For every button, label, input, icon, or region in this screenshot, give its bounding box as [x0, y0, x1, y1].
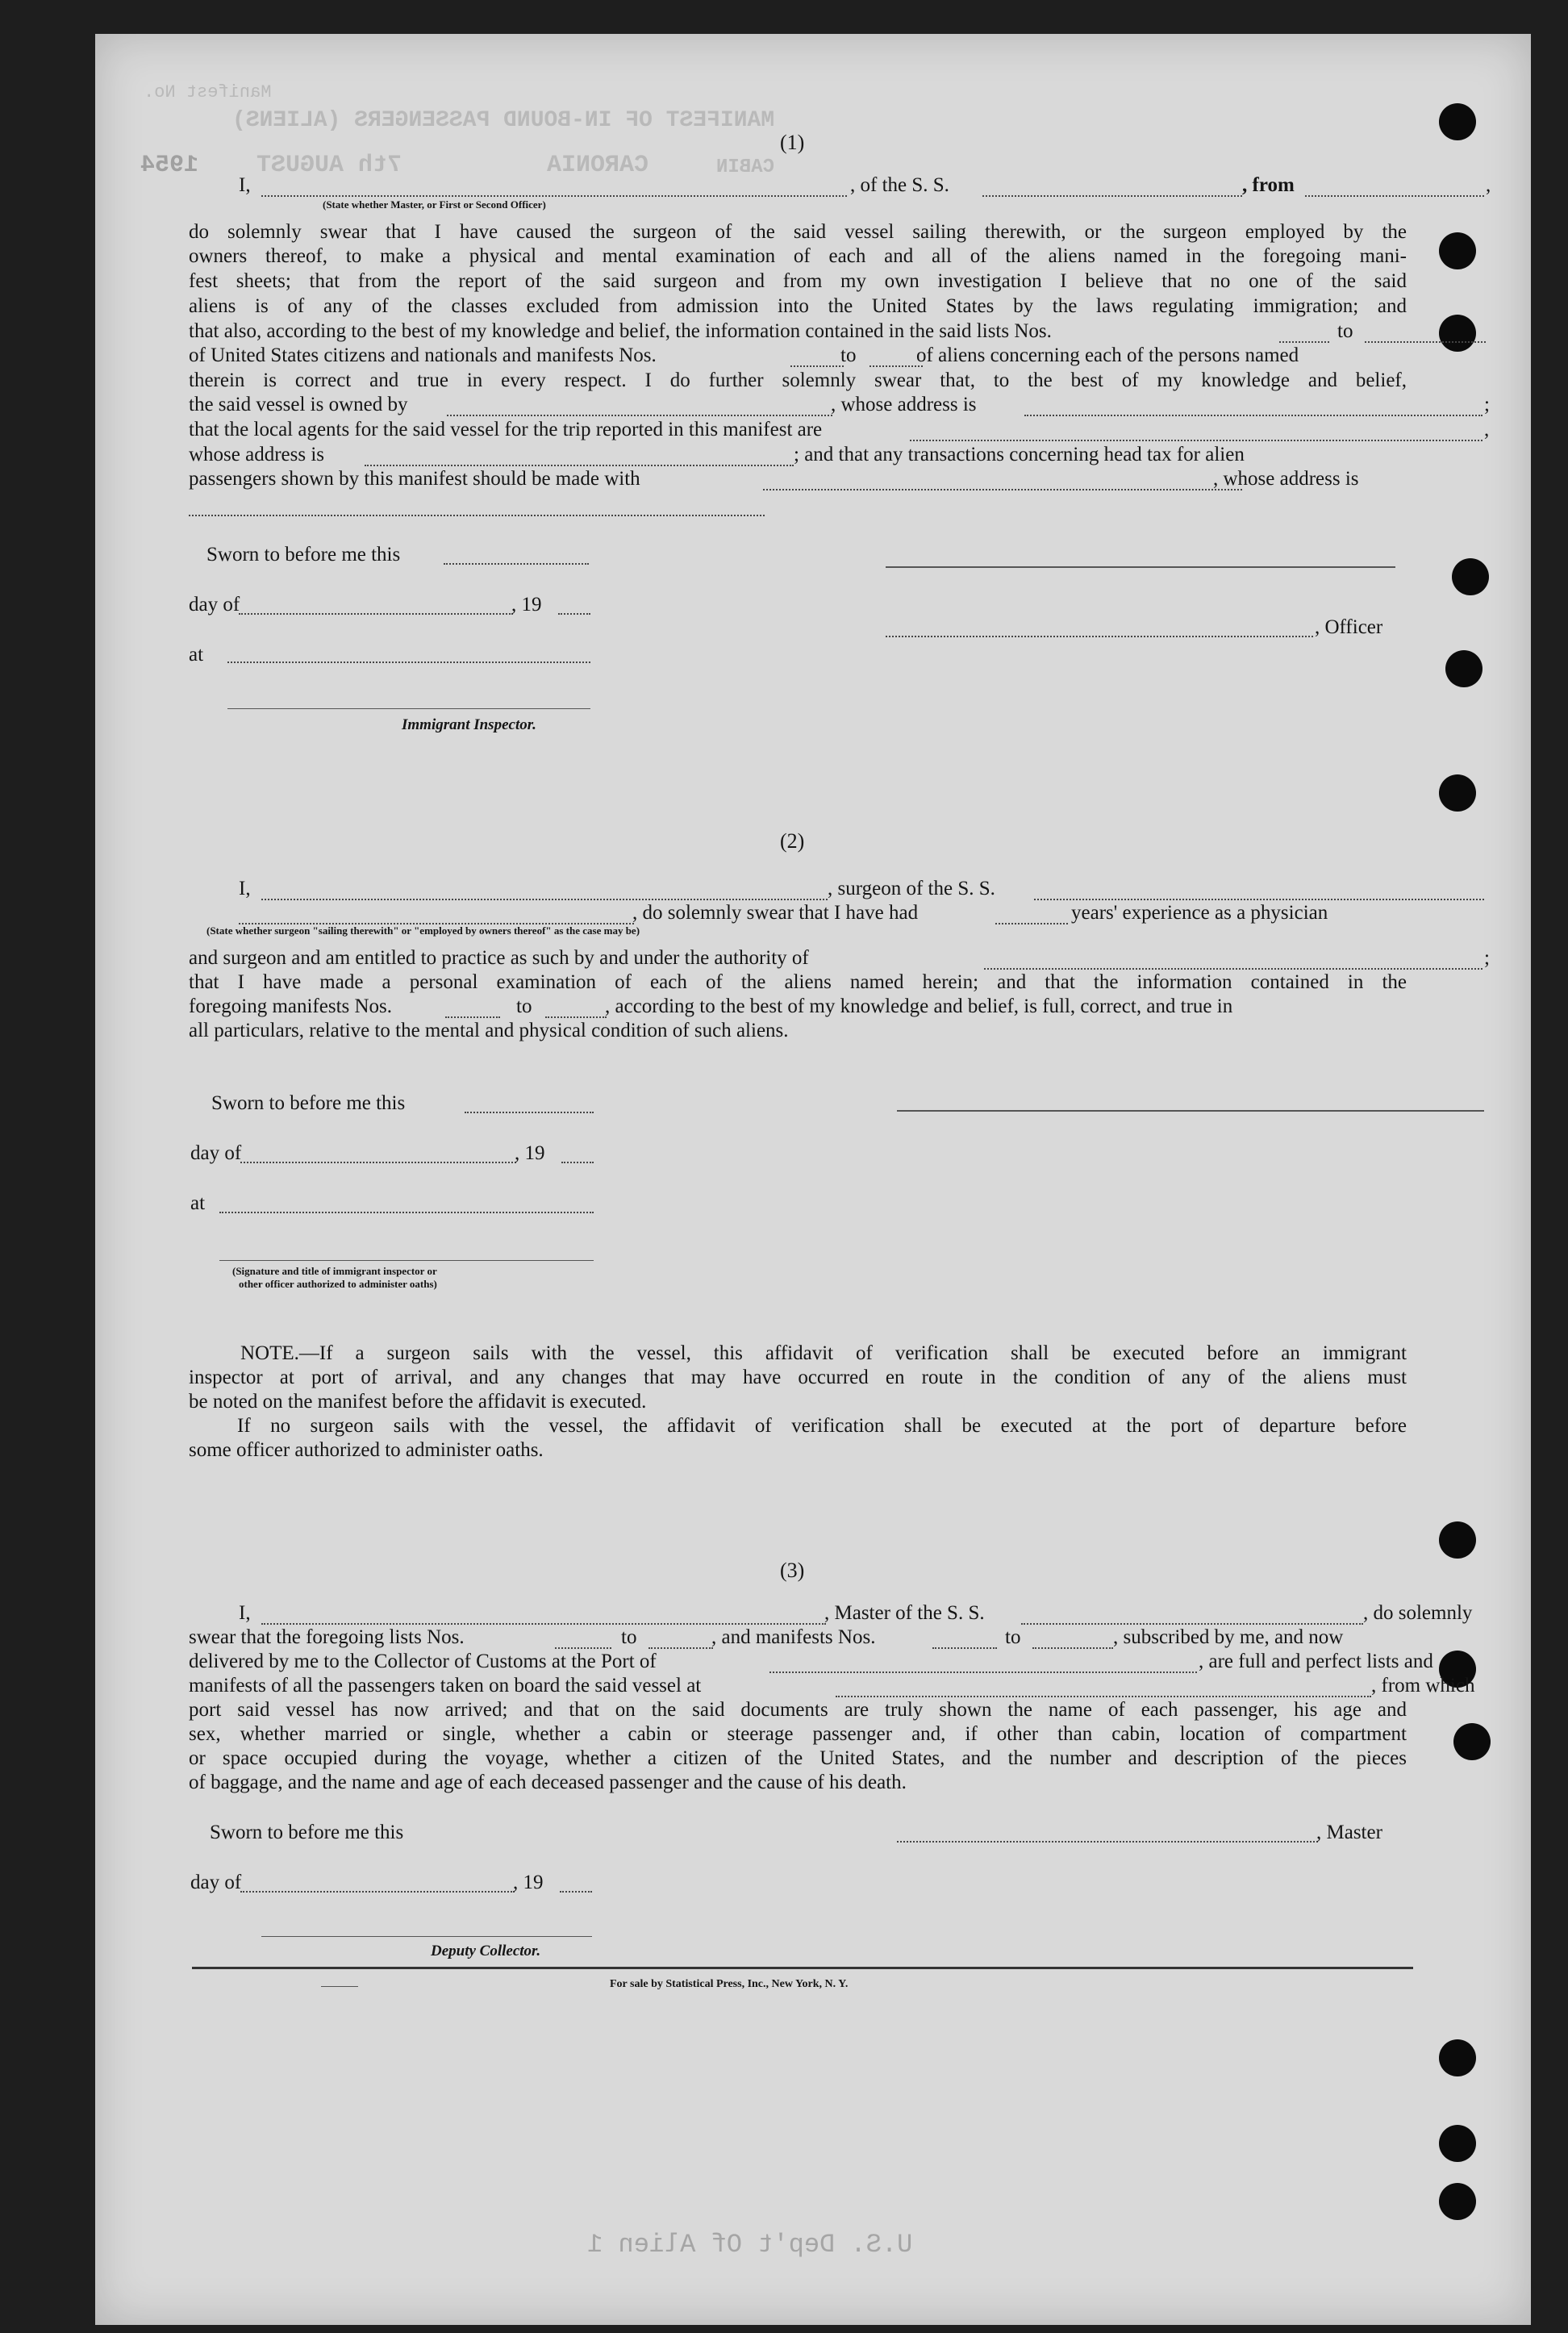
section-3-vessel-field[interactable] — [1021, 1623, 1363, 1625]
note-line-5: some officer authorized to administer oaths. — [189, 1439, 544, 1461]
punch-hole — [1445, 650, 1483, 687]
section-1-line-2: owners thereof, to make a physical and mental examination of each and all of the aliens named in the foregoing mani- — [189, 245, 1407, 267]
section-2-surgeon-of-ss: , surgeon of the S. S. — [828, 878, 995, 899]
section-1-line-6-end: of aliens concerning each of the persons named — [916, 344, 1299, 366]
section-1-line-8-mid: , whose address is — [831, 394, 977, 415]
section-1-line-9-end: , — [1484, 419, 1490, 440]
section-3-do-solemnly: , do solemnly — [1363, 1602, 1473, 1624]
bleedthrough-manifest-no: Manifest No. — [144, 82, 272, 102]
section-1-line-6-to: to — [840, 344, 857, 366]
section-1-of-ss: , of the S. S. — [850, 174, 949, 196]
section-3-line-2: swear that the foregoing lists Nos. — [189, 1626, 465, 1648]
section-2-at-field[interactable] — [219, 1212, 594, 1213]
printer-credit: For sale by Statistical Press, Inc., New York, N. Y. — [610, 1978, 849, 1990]
section-2-sworn-day-field[interactable] — [465, 1112, 594, 1113]
section-3-year-field[interactable] — [560, 1891, 592, 1893]
years-experience-field[interactable] — [995, 923, 1068, 924]
section-2-month-field[interactable] — [240, 1162, 516, 1163]
section-3-master: , Master — [1316, 1822, 1382, 1843]
section-3-line-3-end: , are full and perfect lists and — [1199, 1651, 1433, 1672]
head-tax-address-field[interactable] — [189, 515, 765, 516]
section-1-year: , 19 — [511, 594, 542, 616]
section-3-line-4: manifests of all the passengers taken on board the said vessel at — [189, 1675, 702, 1697]
section-1-line-5: that also, according to the best of my knowledge and belief, the information contained in the said lists Nos. — [189, 320, 1052, 342]
punch-hole — [1452, 558, 1489, 595]
section-1-year-field[interactable] — [558, 613, 590, 615]
section-1-line-11-mid: , whose address is — [1213, 468, 1359, 490]
section-1-comma: , — [1486, 174, 1491, 196]
bleedthrough-class: CABIN — [716, 157, 775, 178]
agent-address-field[interactable] — [365, 465, 794, 466]
section-3-line-7: or space occupied during the voyage, whether a citizen of the United States, and the number and description of the pieces — [189, 1747, 1407, 1769]
manifest-page — [95, 34, 1531, 2325]
section-2-day-of: day of — [190, 1142, 242, 1164]
section-3-line-2-to2: to — [1005, 1626, 1021, 1648]
section-1-line-10: whose address is — [189, 444, 325, 465]
authority-field[interactable] — [984, 968, 1483, 970]
section-3-year: , 19 — [513, 1872, 544, 1893]
inspector-caption: Immigrant Inspector. — [402, 716, 536, 733]
section-1-from: , from — [1242, 174, 1295, 196]
section-2-swear: , do solemnly swear that I have had — [632, 902, 919, 924]
section-1-line-11: passengers shown by this manifest should be made with — [189, 468, 640, 490]
punch-hole — [1439, 774, 1476, 812]
embarkation-port-field[interactable] — [836, 1696, 1371, 1697]
owner-field[interactable] — [447, 415, 832, 416]
section-1-i: I, — [239, 174, 251, 196]
citizen-list-from-field[interactable] — [1279, 341, 1329, 343]
section-3-lists-from-field[interactable] — [555, 1647, 611, 1649]
section-2-manifest-from-field[interactable] — [445, 1016, 500, 1018]
section-3-month-field[interactable] — [240, 1891, 515, 1893]
bleedthrough-date: 7th AUGUST — [256, 152, 402, 179]
section-3-line-6: sex, whether married or single, whether a cabin or steerage passenger and, if other than cabin, location of compartment — [189, 1723, 1407, 1745]
note-line-1: NOTE.—If a surgeon sails with the vessel, this affidavit of verification shall be executed before an immigrant — [240, 1342, 1407, 1364]
note-line-3: be noted on the manifest before the affidavit is executed. — [189, 1391, 647, 1413]
section-3-sworn: Sworn to before me this — [210, 1822, 404, 1843]
section-2-year-field[interactable] — [561, 1162, 594, 1163]
section-2-line-6: all particulars, relative to the mental and physical condition of such aliens. — [189, 1020, 789, 1041]
stray-mark — [321, 1986, 358, 1987]
section-1-line-3: fest sheets; that from the report of the said surgeon and from my own investigation I believe that no one of the said — [189, 270, 1407, 292]
section-2-line-3: and surgeon and am entitled to practice as such by and under the authority of — [189, 947, 809, 969]
section-1-line-5-to: to — [1337, 320, 1353, 342]
section-3-line-3: delivered by me to the Collector of Customs at the Port of — [189, 1651, 657, 1672]
manifest-to-field[interactable] — [869, 365, 923, 367]
section-3-line-8: of baggage, and the name and age of each deceased passenger and the cause of his death. — [189, 1772, 907, 1793]
section-2-line-4: that I have made a personal examination of each of the aliens named herein; and that the information contained in the — [189, 971, 1407, 993]
punch-hole — [1439, 2183, 1476, 2220]
punch-hole — [1453, 1723, 1491, 1760]
section-2-signature-line[interactable] — [897, 1110, 1484, 1112]
section-1-day-of: day of — [189, 594, 240, 616]
section-2-number: (2) — [780, 829, 805, 853]
head-tax-field[interactable] — [763, 489, 1242, 490]
section-1-at: at — [189, 644, 204, 666]
section-2-sig-caption-1: (Signature and title of immigrant inspector or — [232, 1265, 437, 1277]
section-1-number: (1) — [780, 131, 805, 154]
section-1-month-field[interactable] — [239, 613, 513, 615]
section-1-at-field[interactable] — [227, 662, 590, 663]
deputy-collector-line[interactable] — [261, 1936, 592, 1937]
master-name-field[interactable] — [261, 1623, 826, 1625]
section-1-line-4: aliens is of any of the classes excluded from admission into the United States by the laws regulating immigration; and — [189, 295, 1407, 317]
section-1-line-7: therein is correct and true in every respect. I do further solemnly swear that, to the best of my knowledge and belief, — [189, 369, 1407, 391]
section-3-day-of: day of — [190, 1872, 242, 1893]
section-2-i: I, — [239, 878, 251, 899]
section-3-number: (3) — [780, 1559, 805, 1582]
section-3-master-of-ss: , Master of the S. S. — [824, 1602, 985, 1624]
citizen-list-to-field[interactable] — [1365, 341, 1486, 343]
section-3-lists-to-field[interactable] — [648, 1647, 713, 1649]
section-1-sworn: Sworn to before me this — [206, 544, 401, 566]
surgeon-name-field[interactable] — [261, 899, 828, 900]
section-1-line-10-mid: ; and that any transactions concerning head tax for alien — [794, 444, 1245, 465]
punch-hole — [1439, 2039, 1476, 2076]
section-2-sworn: Sworn to before me this — [211, 1092, 406, 1114]
section-2-years: years' experience as a physician — [1071, 902, 1328, 924]
master-officer-field[interactable] — [261, 195, 847, 197]
section-2-caption: (State whether surgeon "sailing therewith" or "employed by owners thereof" as the case may be) — [206, 924, 640, 937]
section-2-line-3-end: ; — [1484, 947, 1490, 969]
section-2-manifest-to-field[interactable] — [545, 1016, 607, 1018]
punch-hole — [1439, 2125, 1476, 2162]
note-line-4: If no surgeon sails with the vessel, the affidavit of verification shall be executed at the port of departure before — [237, 1415, 1407, 1437]
section-1-officer: , Officer — [1315, 616, 1383, 638]
section-2-line-5-end: , according to the best of my knowledge and belief, is full, correct, and true in — [605, 995, 1233, 1017]
section-3-line-4-end: , from which — [1371, 1675, 1475, 1697]
footer-rule — [192, 1967, 1413, 1969]
bleedthrough-year: 1954 — [140, 152, 199, 179]
section-3-i: I, — [239, 1602, 251, 1624]
deputy-collector-caption: Deputy Collector. — [431, 1943, 541, 1959]
section-3-line-2-end: , subscribed by me, and now — [1113, 1626, 1344, 1648]
section-3-manifests-from-field[interactable] — [932, 1647, 997, 1649]
section-2-sig-caption-2: other officer authorized to administer oaths) — [239, 1278, 437, 1290]
section-1-caption: (State whether Master, or First or Second Officer) — [323, 198, 546, 211]
section-3-line-2-to1: to — [621, 1626, 637, 1648]
local-agents-field[interactable] — [910, 440, 1483, 441]
master-signature-field[interactable] — [897, 1841, 1318, 1843]
section-2-inspector-line[interactable] — [219, 1260, 594, 1261]
bleedthrough-footer: U.S. Dep't Of Alien 1 — [587, 2230, 913, 2260]
note-line-2: inspector at port of arrival, and any changes that may have occurred en route in the condition of any of the aliens must — [189, 1367, 1407, 1388]
section-2-line-5-to: to — [516, 995, 532, 1017]
section-1-signature-line[interactable] — [886, 566, 1395, 568]
officer-signature-field[interactable] — [886, 636, 1313, 637]
section-2-line-5: foregoing manifests Nos. — [189, 995, 393, 1017]
section-1-sworn-day-field[interactable] — [444, 563, 589, 565]
punch-hole — [1439, 315, 1476, 352]
section-2-year: , 19 — [515, 1142, 545, 1164]
punch-hole — [1439, 1521, 1476, 1559]
section-3-line-5: port said vessel has now arrived; and that on the said documents are truly shown the name of each passenger, his age and — [189, 1699, 1407, 1721]
manifest-from-field[interactable] — [790, 365, 844, 367]
owner-address-field[interactable] — [1024, 415, 1483, 416]
punch-hole — [1439, 232, 1476, 269]
section-1-line-8: the said vessel is owned by — [189, 394, 408, 415]
bleedthrough-vessel: CARONIA — [547, 152, 649, 179]
bleedthrough-title: MANIFEST OF IN-BOUND PASSENGERS (ALIENS) — [232, 108, 775, 133]
from-port-field[interactable] — [1305, 195, 1484, 197]
section-3-manifests-to-field[interactable] — [1032, 1647, 1113, 1649]
section-2-at: at — [190, 1192, 206, 1214]
section-1-line-6: of United States citizens and nationals and manifests Nos. — [189, 344, 657, 366]
port-of-field[interactable] — [769, 1671, 1197, 1673]
punch-hole — [1439, 103, 1476, 140]
section-3-line-2-manifests: , and manifests Nos. — [711, 1626, 876, 1648]
section-2-vessel-field[interactable] — [1034, 899, 1484, 900]
section-1-line-9: that the local agents for the said vessel for the trip reported in this manifest are — [189, 419, 823, 440]
inspector-signature-line[interactable] — [227, 708, 590, 709]
section-1-line-8-end: ; — [1484, 394, 1490, 415]
vessel-name-field[interactable] — [982, 195, 1242, 197]
section-1-line-1: do solemnly swear that I have caused the surgeon of the said vessel sailing therewith, or the surgeon employed by the — [189, 221, 1407, 243]
